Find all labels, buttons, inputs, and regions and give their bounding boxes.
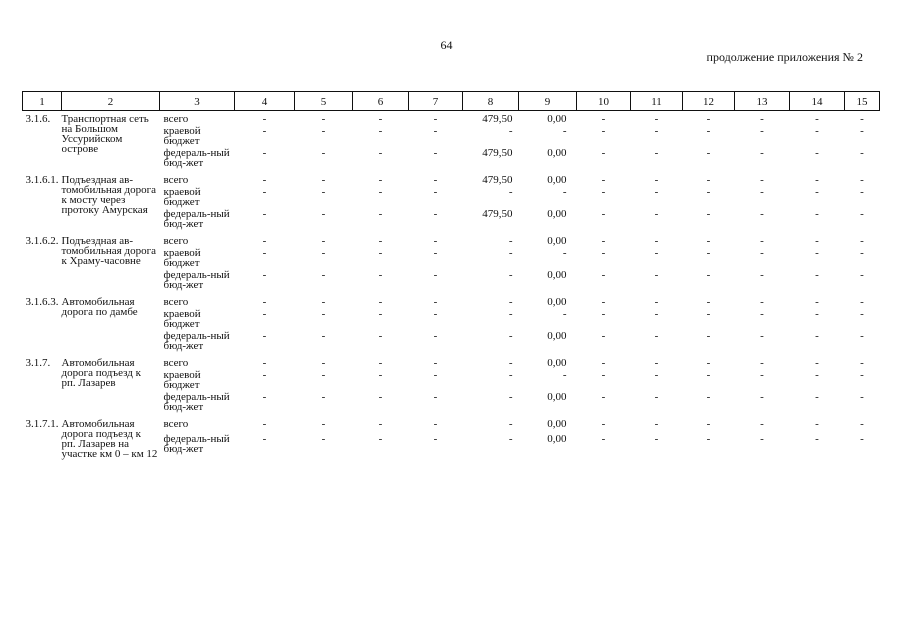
value-cell-col-5: - xyxy=(321,147,326,159)
value-cell-col-5: - xyxy=(321,186,326,198)
value-cell-col-15: - xyxy=(860,208,864,220)
value-cell-col-4: - xyxy=(262,308,267,320)
value-cell-col-6: - xyxy=(378,432,383,445)
value-cell-col-8: - xyxy=(508,247,513,259)
funding-source: всего xyxy=(163,235,189,247)
value-cell-col-15: - xyxy=(860,247,864,259)
item-name: Подъездная ав-томобильная дорога к Храму-часовне xyxy=(61,235,156,267)
value-cell-col-7: - xyxy=(433,296,438,308)
value-cell-col-14: - xyxy=(815,186,819,198)
column-header-12: 12 xyxy=(683,92,735,111)
value-cell-col-5: - xyxy=(321,113,326,125)
value-cell-col-10: - xyxy=(601,391,606,403)
value-cell-col-14: - xyxy=(815,330,819,342)
value-cell-col-9: 0,00 xyxy=(547,147,567,159)
value-cell-col-11: - xyxy=(654,147,659,159)
value-cell-col-8: - xyxy=(508,235,513,247)
value-cell-col-5: - xyxy=(321,308,326,320)
value-cell-col-11: - xyxy=(654,296,659,308)
value-cell-col-7: - xyxy=(433,147,438,159)
value-cell-col-6: - xyxy=(378,330,383,342)
value-cell-col-9: - xyxy=(562,125,567,137)
value-cell-col-14: - xyxy=(815,432,819,445)
value-cell-col-9: 0,00 xyxy=(547,391,567,403)
value-cell-col-7: - xyxy=(433,357,438,369)
value-cell-col-9: 0,00 xyxy=(547,235,567,247)
value-cell-col-13: - xyxy=(760,113,764,125)
value-cell-col-14: - xyxy=(815,174,819,186)
value-cell-col-7: - xyxy=(433,308,438,320)
value-cell-col-15: - xyxy=(860,369,864,381)
table-row xyxy=(23,233,880,246)
value-cell-col-4: - xyxy=(262,147,267,159)
value-cell-col-10: - xyxy=(601,369,606,381)
value-cell-col-5: - xyxy=(321,357,326,369)
value-cell-col-7: - xyxy=(433,208,438,220)
value-cell-col-11: - xyxy=(654,357,659,369)
value-cell-col-7: - xyxy=(433,369,438,381)
value-cell-col-7: - xyxy=(433,125,438,137)
table-row xyxy=(23,416,880,432)
value-cell-col-7: - xyxy=(433,391,438,403)
funding-source: краевой бюджет xyxy=(163,369,201,391)
value-cell-col-13: - xyxy=(760,369,764,381)
value-cell-col-12: - xyxy=(706,125,711,137)
value-cell-col-11: - xyxy=(654,432,659,445)
header-row xyxy=(23,92,880,111)
value-cell-col-6: - xyxy=(378,269,383,281)
column-header-1: 1 xyxy=(23,92,62,111)
value-cell-col-12: - xyxy=(706,432,711,445)
value-cell-col-6: - xyxy=(378,391,383,403)
value-cell-col-8: - xyxy=(508,418,513,430)
item-code: 3.1.7.1. xyxy=(25,418,59,430)
value-cell-col-13: - xyxy=(760,418,764,430)
value-cell-col-14: - xyxy=(815,418,819,430)
value-cell-col-13: - xyxy=(760,147,764,159)
value-cell-col-11: - xyxy=(654,269,659,281)
value-cell-col-12: - xyxy=(706,174,711,186)
value-cell-col-14: - xyxy=(815,296,819,308)
value-cell-col-5: - xyxy=(321,391,326,403)
value-cell-col-9: 0,00 xyxy=(547,208,567,220)
value-cell-col-9: 0,00 xyxy=(547,269,567,281)
value-cell-col-9: 0,00 xyxy=(547,296,567,308)
table-body xyxy=(23,111,880,460)
value-cell-col-7: - xyxy=(433,418,438,430)
value-cell-col-6: - xyxy=(378,113,383,125)
value-cell-col-15: - xyxy=(860,308,864,320)
value-cell-col-10: - xyxy=(601,186,606,198)
value-cell-col-8: 479,50 xyxy=(482,208,513,220)
column-header-6: 6 xyxy=(353,92,409,111)
value-cell-col-13: - xyxy=(760,235,764,247)
budget-table xyxy=(22,91,880,459)
value-cell-col-13: - xyxy=(760,357,764,369)
value-cell-col-10: - xyxy=(601,432,606,445)
value-cell-col-8: - xyxy=(508,369,513,381)
item-name: Автомобильная дорога подъезд к рп. Лазарев xyxy=(61,357,141,389)
value-cell-col-12: - xyxy=(706,269,711,281)
value-cell-col-13: - xyxy=(760,308,764,320)
value-cell-col-11: - xyxy=(654,369,659,381)
value-cell-col-10: - xyxy=(601,308,606,320)
value-cell-col-8: - xyxy=(508,391,513,403)
value-cell-col-15: - xyxy=(860,186,864,198)
value-cell-col-11: - xyxy=(654,330,659,342)
funding-source: федераль-ный бюд-жет xyxy=(163,330,230,352)
value-cell-col-4: - xyxy=(262,174,267,186)
value-cell-col-5: - xyxy=(321,247,326,259)
value-cell-col-12: - xyxy=(706,113,711,125)
value-cell-col-6: - xyxy=(378,357,383,369)
value-cell-col-11: - xyxy=(654,113,659,125)
value-cell-col-15: - xyxy=(860,113,864,125)
value-cell-col-7: - xyxy=(433,113,438,125)
column-header-10: 10 xyxy=(577,92,631,111)
value-cell-col-10: - xyxy=(601,147,606,159)
item-code: 3.1.6.3. xyxy=(25,296,59,308)
value-cell-col-13: - xyxy=(760,174,764,186)
value-cell-col-4: - xyxy=(262,208,267,220)
value-cell-col-15: - xyxy=(860,147,864,159)
funding-source: всего xyxy=(163,174,189,186)
value-cell-col-14: - xyxy=(815,369,819,381)
table-row xyxy=(23,111,880,125)
funding-source: краевой бюджет xyxy=(163,125,201,147)
value-cell-col-9: 0,00 xyxy=(547,357,567,369)
value-cell-col-12: - xyxy=(706,357,711,369)
value-cell-col-14: - xyxy=(815,125,819,137)
value-cell-col-6: - xyxy=(378,308,383,320)
value-cell-col-6: - xyxy=(378,208,383,220)
value-cell-col-10: - xyxy=(601,208,606,220)
value-cell-col-10: - xyxy=(601,235,606,247)
value-cell-col-9: 0,00 xyxy=(547,330,567,342)
funding-source: краевой бюджет xyxy=(163,308,201,330)
value-cell-col-4: - xyxy=(262,269,267,281)
item-name: Подъездная ав-томобильная дорога к мосту через протоку Амурская xyxy=(61,174,156,216)
value-cell-col-4: - xyxy=(262,391,267,403)
value-cell-col-15: - xyxy=(860,235,864,247)
value-cell-col-6: - xyxy=(378,418,383,430)
column-header-3: 3 xyxy=(160,92,235,111)
value-cell-col-8: - xyxy=(508,125,513,137)
funding-source: федераль-ный бюд-жет xyxy=(163,432,230,455)
value-cell-col-14: - xyxy=(815,208,819,220)
value-cell-col-11: - xyxy=(654,418,659,430)
funding-source: федераль-ный бюд-жет xyxy=(163,208,230,230)
value-cell-col-11: - xyxy=(654,247,659,259)
value-cell-col-8: - xyxy=(508,357,513,369)
value-cell-col-11: - xyxy=(654,308,659,320)
value-cell-col-6: - xyxy=(378,186,383,198)
value-cell-col-12: - xyxy=(706,296,711,308)
value-cell-col-5: - xyxy=(321,296,326,308)
value-cell-col-8: - xyxy=(508,330,513,342)
value-cell-col-12: - xyxy=(706,308,711,320)
funding-source: всего xyxy=(163,296,189,308)
value-cell-col-10: - xyxy=(601,330,606,342)
value-cell-col-4: - xyxy=(262,432,267,445)
value-cell-col-9: - xyxy=(562,369,567,381)
value-cell-col-15: - xyxy=(860,391,864,403)
value-cell-col-13: - xyxy=(760,247,764,259)
value-cell-col-4: - xyxy=(262,296,267,308)
value-cell-col-14: - xyxy=(815,147,819,159)
column-header-13: 13 xyxy=(735,92,790,111)
value-cell-col-12: - xyxy=(706,369,711,381)
appendix-note: продолжение приложения № 2 xyxy=(706,50,863,64)
value-cell-col-14: - xyxy=(815,113,819,125)
funding-source: краевой бюджет xyxy=(163,186,201,208)
table-row xyxy=(23,172,880,185)
value-cell-col-13: - xyxy=(760,125,764,137)
value-cell-col-13: - xyxy=(760,391,764,403)
value-cell-col-12: - xyxy=(706,418,711,430)
value-cell-col-9: 0,00 xyxy=(547,418,567,430)
funding-source: федераль-ный бюд-жет xyxy=(163,269,230,291)
item-code: 3.1.6.2. xyxy=(25,235,59,247)
value-cell-col-15: - xyxy=(860,174,864,186)
value-cell-col-13: - xyxy=(760,330,764,342)
item-name: Автомобильная дорога по дамбе xyxy=(61,296,138,318)
value-cell-col-8: 479,50 xyxy=(482,147,513,159)
column-header-5: 5 xyxy=(295,92,353,111)
value-cell-col-15: - xyxy=(860,269,864,281)
value-cell-col-5: - xyxy=(321,418,326,430)
value-cell-col-5: - xyxy=(321,369,326,381)
value-cell-col-13: - xyxy=(760,432,764,445)
value-cell-col-9: 0,00 xyxy=(547,174,567,186)
value-cell-col-15: - xyxy=(860,357,864,369)
value-cell-col-13: - xyxy=(760,208,764,220)
value-cell-col-5: - xyxy=(321,330,326,342)
value-cell-col-5: - xyxy=(321,269,326,281)
value-cell-col-6: - xyxy=(378,147,383,159)
column-header-4: 4 xyxy=(235,92,295,111)
table-row xyxy=(23,355,880,368)
column-header-9: 9 xyxy=(519,92,577,111)
value-cell-col-8: - xyxy=(508,296,513,308)
value-cell-col-6: - xyxy=(378,296,383,308)
value-cell-col-10: - xyxy=(601,174,606,186)
value-cell-col-15: - xyxy=(860,330,864,342)
value-cell-col-14: - xyxy=(815,269,819,281)
value-cell-col-14: - xyxy=(815,235,819,247)
column-header-2: 2 xyxy=(62,92,160,111)
value-cell-col-6: - xyxy=(378,247,383,259)
value-cell-col-7: - xyxy=(433,174,438,186)
value-cell-col-11: - xyxy=(654,174,659,186)
table-row xyxy=(23,294,880,307)
value-cell-col-9: - xyxy=(562,186,567,198)
value-cell-col-9: 0,00 xyxy=(547,432,567,445)
item-code: 3.1.7. xyxy=(25,357,51,369)
value-cell-col-4: - xyxy=(262,113,267,125)
value-cell-col-10: - xyxy=(601,418,606,430)
value-cell-col-11: - xyxy=(654,208,659,220)
value-cell-col-8: 479,50 xyxy=(482,113,513,125)
value-cell-col-13: - xyxy=(760,186,764,198)
value-cell-col-6: - xyxy=(378,125,383,137)
value-cell-col-7: - xyxy=(433,247,438,259)
value-cell-col-5: - xyxy=(321,125,326,137)
funding-source: всего xyxy=(163,418,189,430)
value-cell-col-4: - xyxy=(262,369,267,381)
value-cell-col-4: - xyxy=(262,125,267,137)
value-cell-col-10: - xyxy=(601,113,606,125)
value-cell-col-4: - xyxy=(262,330,267,342)
value-cell-col-11: - xyxy=(654,235,659,247)
funding-source: федераль-ный бюд-жет xyxy=(163,391,230,413)
funding-source: всего xyxy=(163,113,189,125)
item-code: 3.1.6.1. xyxy=(25,174,59,186)
funding-source: федераль-ный бюд-жет xyxy=(163,147,230,169)
value-cell-col-11: - xyxy=(654,391,659,403)
value-cell-col-9: - xyxy=(562,247,567,259)
value-cell-col-8: - xyxy=(508,269,513,281)
value-cell-col-15: - xyxy=(860,296,864,308)
value-cell-col-7: - xyxy=(433,330,438,342)
value-cell-col-10: - xyxy=(601,269,606,281)
value-cell-col-6: - xyxy=(378,235,383,247)
value-cell-col-9: - xyxy=(562,308,567,320)
value-cell-col-6: - xyxy=(378,174,383,186)
value-cell-col-13: - xyxy=(760,296,764,308)
item-name: Транспортная сеть на Большом Уссурийском острове xyxy=(61,113,149,155)
value-cell-col-4: - xyxy=(262,186,267,198)
funding-source: всего xyxy=(163,357,189,369)
value-cell-col-4: - xyxy=(262,357,267,369)
value-cell-col-6: - xyxy=(378,369,383,381)
funding-source: краевой бюджет xyxy=(163,247,201,269)
value-cell-col-8: - xyxy=(508,308,513,320)
value-cell-col-7: - xyxy=(433,186,438,198)
column-header-15: 15 xyxy=(845,92,880,111)
column-header-8: 8 xyxy=(463,92,519,111)
value-cell-col-10: - xyxy=(601,125,606,137)
value-cell-col-4: - xyxy=(262,235,267,247)
value-cell-col-12: - xyxy=(706,147,711,159)
value-cell-col-12: - xyxy=(706,208,711,220)
value-cell-col-4: - xyxy=(262,247,267,259)
value-cell-col-5: - xyxy=(321,235,326,247)
value-cell-col-7: - xyxy=(433,269,438,281)
value-cell-col-7: - xyxy=(433,432,438,445)
value-cell-col-14: - xyxy=(815,308,819,320)
item-code: 3.1.6. xyxy=(25,113,51,125)
value-cell-col-4: - xyxy=(262,418,267,430)
column-header-14: 14 xyxy=(790,92,845,111)
column-header-11: 11 xyxy=(631,92,683,111)
value-cell-col-10: - xyxy=(601,357,606,369)
value-cell-col-15: - xyxy=(860,125,864,137)
value-cell-col-11: - xyxy=(654,186,659,198)
value-cell-col-12: - xyxy=(706,330,711,342)
value-cell-col-12: - xyxy=(706,247,711,259)
value-cell-col-12: - xyxy=(706,235,711,247)
page-number: 64 xyxy=(440,38,453,52)
value-cell-col-8: - xyxy=(508,186,513,198)
item-name: Автомобильная дорога подъезд к рп. Лазарев на участке км 0 – км 12 xyxy=(61,418,158,460)
value-cell-col-7: - xyxy=(433,235,438,247)
column-header-7: 7 xyxy=(409,92,463,111)
value-cell-col-5: - xyxy=(321,208,326,220)
value-cell-col-10: - xyxy=(601,247,606,259)
value-cell-col-13: - xyxy=(760,269,764,281)
value-cell-col-5: - xyxy=(321,432,326,445)
value-cell-col-14: - xyxy=(815,247,819,259)
value-cell-col-11: - xyxy=(654,125,659,137)
table-header xyxy=(23,92,880,111)
value-cell-col-15: - xyxy=(860,432,864,445)
value-cell-col-8: 479,50 xyxy=(482,174,513,186)
value-cell-col-15: - xyxy=(860,418,864,430)
value-cell-col-10: - xyxy=(601,296,606,308)
value-cell-col-12: - xyxy=(706,186,711,198)
value-cell-col-14: - xyxy=(815,391,819,403)
value-cell-col-5: - xyxy=(321,174,326,186)
value-cell-col-8: - xyxy=(508,432,513,445)
value-cell-col-9: 0,00 xyxy=(547,113,567,125)
value-cell-col-14: - xyxy=(815,357,819,369)
value-cell-col-12: - xyxy=(706,391,711,403)
